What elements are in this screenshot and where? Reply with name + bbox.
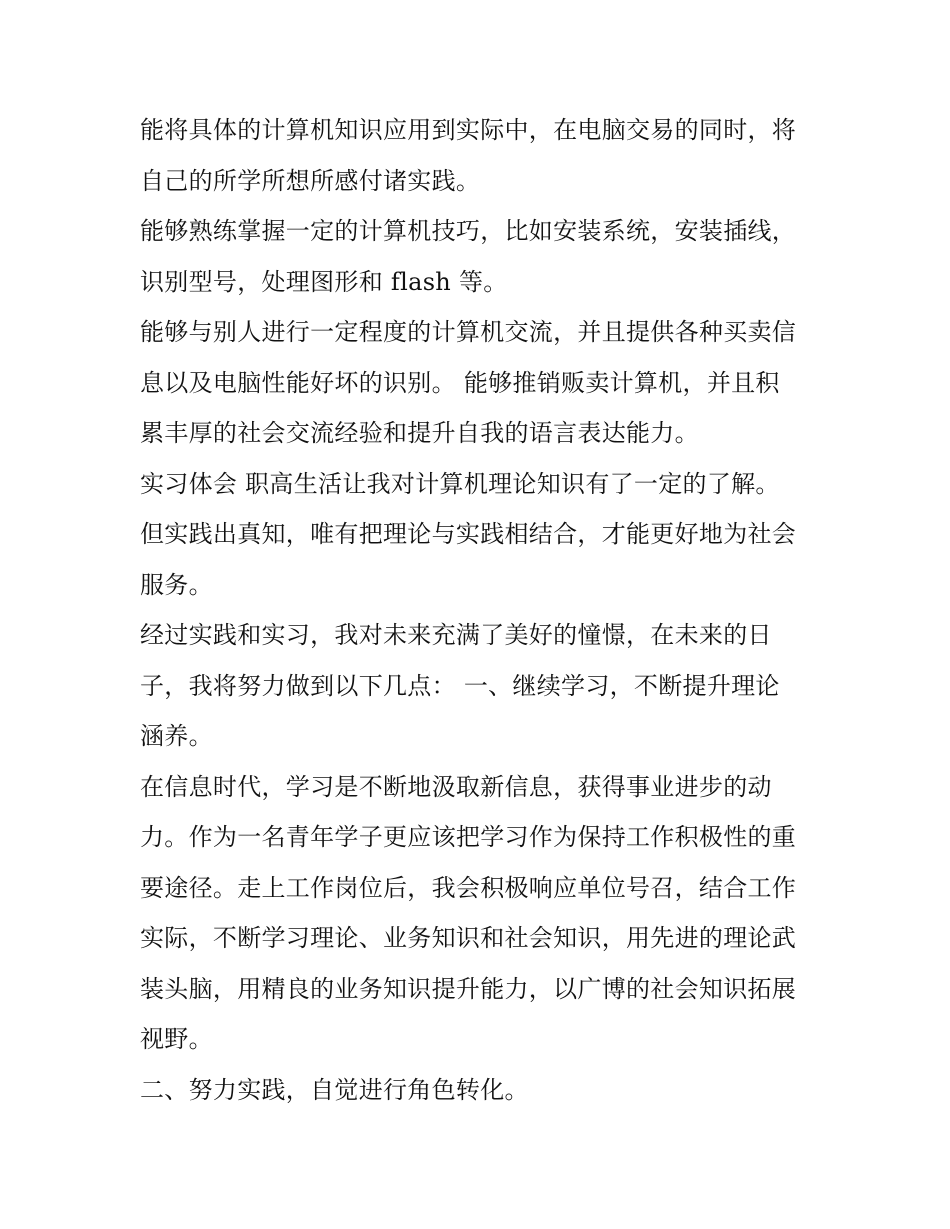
text-line: 涵养。 <box>140 722 213 750</box>
text-line: 要途径。走上工作岗位后，我会积极响应单位号召，结合工作 <box>140 873 797 902</box>
text-line: 能将具体的计算机知识应用到实际中，在电脑交易的同时，将 <box>140 116 797 144</box>
text-line: 息以及电脑性能好坏的识别。 能够推销贩卖计算机，并且积 <box>140 368 780 397</box>
text-line: 识别型号，处理图形和 flash 等。 <box>140 267 508 296</box>
text-line: 二、努力实践，自觉进行角色转化。 <box>140 1075 529 1104</box>
text-line: 实际，不断学习理论、业务知识和社会知识，用先进的理论武 <box>140 924 797 952</box>
text-line: 服务。 <box>140 570 213 599</box>
text-line: 实习体会 职高生活让我对计算机理论知识有了一定的了解。 <box>140 469 780 498</box>
text-line: 自己的所学所想所感付诸实践。 <box>140 166 481 195</box>
text-line: 累丰厚的社会交流经验和提升自我的语言表达能力。 <box>140 419 699 447</box>
text-line: 但实践出真知，唯有把理论与实践相结合，才能更好地为社会 <box>140 520 797 548</box>
text-line: 能够熟练掌握一定的计算机技巧，比如安装系统，安装插线， <box>140 217 797 245</box>
text-line: 子，我将努力做到以下几点： 一、继续学习，不断提升理论 <box>140 671 780 700</box>
text-line: 经过实践和实习，我对未来充满了美好的憧憬，在未来的日 <box>140 621 772 649</box>
text-line: 在信息时代，学习是不断地汲取新信息，获得事业进步的动 <box>140 772 772 801</box>
text-line: 力。作为一名青年学子更应该把学习作为保持工作积极性的重 <box>140 823 797 851</box>
document-body <box>140 105 820 1115</box>
text-line: 能够与别人进行一定程度的计算机交流，并且提供各种买卖信 <box>140 318 797 346</box>
text-line: 视野。 <box>140 1025 213 1053</box>
text-line: 装头脑，用精良的业务知识提升能力，以广博的社会知识拓展 <box>140 974 797 1003</box>
